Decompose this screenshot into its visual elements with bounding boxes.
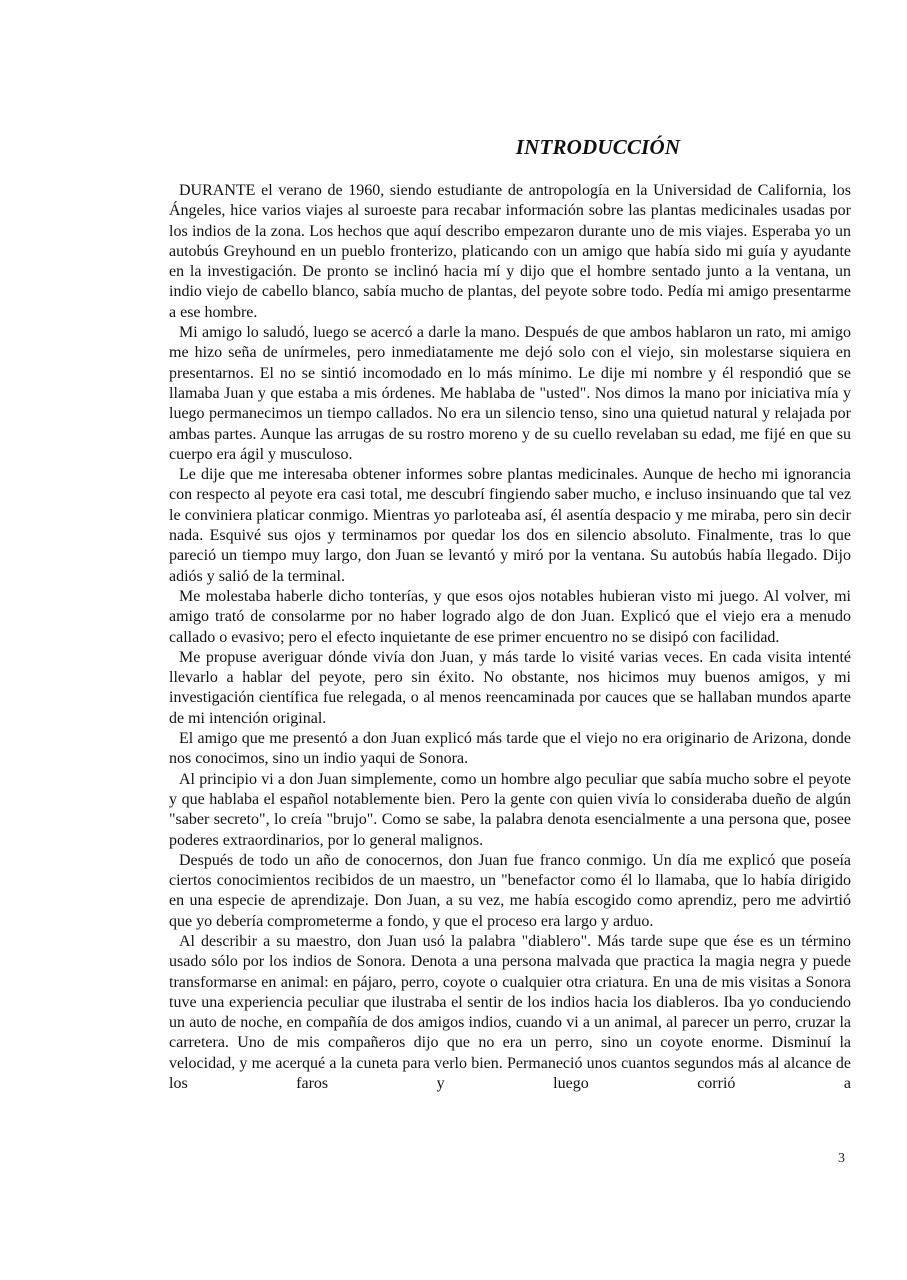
- paragraph: El amigo que me presentó a don Juan explicó más tarde que el viejo no era originario de Arizona, donde nos conocimos, sino un indio yaqui de Sonora.: [169, 730, 851, 768]
- paragraph: Al principio vi a don Juan simplemente, como un hombre algo peculiar que sabía mucho sobre el peyote y que hablaba el español notablemente bien. Pero la gente con quien vivía lo consideraba dueño de algún "saber secreto", lo creía "brujo". Como se sabe, la palabra denota esencialmente a una persona que, posee poderes extraordinarios, por lo general malignos.: [169, 770, 851, 849]
- chapter-title: INTRODUCCIÓN: [515, 135, 681, 159]
- paragraph: Me propuse averiguar dónde vivía don Juan, y más tarde lo visité varias veces. En cada visita intenté llevarlo a hablar del peyote, pero sin éxito. No obstante, nos hicimos muy buenos amigos, y mi investigación científica fue relegada, o al menos reencaminada por cauces que se hallaban mundos aparte de mi intención original.: [169, 648, 851, 727]
- paragraph: Después de todo un año de conocernos, don Juan fue franco conmigo. Un día me explicó que poseía ciertos conocimientos recibidos de un maestro, un "benefactor como él lo llamaba, que lo había dirigido en una especie de aprendizaje. Don Juan, a su vez, me había escogido como aprendiz, pero me advirtió que yo debería comprometerme a fondo, y que el proceso era largo y arduo.: [169, 851, 851, 930]
- paragraph: Al describir a su maestro, don Juan usó la palabra "diablero". Más tarde supe que ése es un término usado sólo por los indios de Sonora. Denota a una persona malvada que practica la magia negra y puede transformarse en animal: en pájaro, perro, coyote o cualquier otra criatura. En una de mis visitas a Sonora tuve una experiencia peculiar que ilustraba el sentir de los indios hacia los diableros. Iba yo conduciendo un auto de noche, en compañía de dos amigos indios, cuando vi a un animal, al parecer un perro, cruzar la carretera. Uno de mis compañeros dijo que no era un perro, sino un coyote enorme. Disminuí la velocidad, y me acerqué a la cuneta para verlo bien. Permaneció unos cuantos segundos más al alcance de los faros y luego corrió a: [169, 932, 851, 1093]
- page-number: 3: [838, 1151, 845, 1166]
- paragraph: Le dije que me interesaba obtener informes sobre plantas medicinales. Aunque de hecho mi ignorancia con respecto al peyote era casi total, me descubrí fingiendo saber mucho, e incluso insinuando que tal vez le conviniera platicar conmigo. Mientras yo parloteaba así, él asentía despacio y me miraba, pero sin decir nada. Esquivé sus ojos y terminamos por quedar los dos en silencio absoluto. Finalmente, tras lo que pareció un tiempo muy largo, don Juan se levantó y miró por la ventana. Su autobús había llegado. Dijo adiós y salió de la terminal.: [169, 466, 851, 585]
- paragraph: Mi amigo lo saludó, luego se acercó a darle la mano. Después de que ambos hablaron un rato, mi amigo me hizo seña de unírmeles, pero inmediatamente me dejó solo con el viejo, sin molestarse siquiera en presentarnos. El no se sintió incomodado en lo más mínimo. Le dije mi nombre y él respondió que se llamaba Juan y que estaba a mis órdenes. Me hablaba de "usted". Nos dimos la mano por iniciativa mía y luego permanecimos un tiempo callados. No era un silencio tenso, sino una quietud natural y relajada por ambas partes. Aunque las arrugas de su rostro moreno y de su cuello revelaban su edad, me fijé en que su cuerpo era ágil y musculoso.: [169, 324, 851, 463]
- paragraph: Me molestaba haberle dicho tonterías, y que esos ojos notables hubieran visto mi juego. Al volver, mi amigo trató de consolarme por no haber logrado algo de don Juan. Explicó que el viejo era a menudo callado o evasivo; pero el efecto inquietante de ese primer encuentro no se disipó con facilidad.: [169, 587, 851, 646]
- paragraph: DURANTE el verano de 1960, siendo estudiante de antropología en la Universidad de California, los Ángeles, hice varios viajes al suroeste para recabar información sobre las plantas medicinales usadas por los indios de la zona. Los hechos que aquí describo empezaron durante uno de mis viajes. Esperaba yo un autobús Greyhound en un pueblo fronterizo, platicando con un amigo que había sido mi guía y ayudante en la investigación. De pronto se inclinó hacia mí y dijo que el hombre sentado junto a la ventana, un indio viejo de cabello blanco, sabía mucho de plantas, del peyote sobre todo. Pedía mi amigo presentarme a ese hombre.: [169, 182, 851, 321]
- chapter-body: [169, 181, 851, 1094]
